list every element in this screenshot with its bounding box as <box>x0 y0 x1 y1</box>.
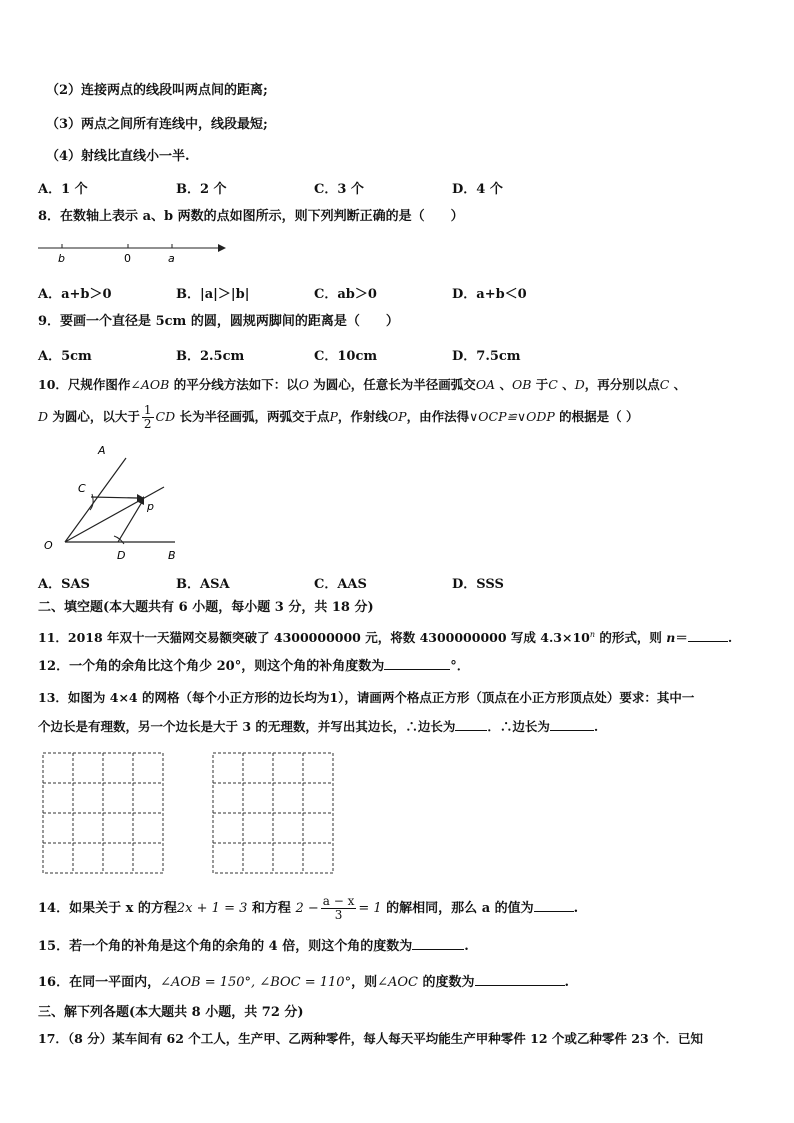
q13-grid-left <box>42 752 166 876</box>
q8-stem: 8．在数轴上表示 a、b 两数的点如图所示，则下列判断正确的是（ ） <box>38 209 464 224</box>
q14-answer-blank <box>534 898 574 912</box>
q12: 12．一个角的余角比这个角少 20°，则这个角的补角度数为 °． <box>38 656 470 676</box>
q13-answer-blank-1 <box>455 717 487 731</box>
axis-label-0: 0 <box>124 252 131 265</box>
q9-stem: 9．要画一个直径是 5cm 的圆，圆规两脚间的距离是（ ） <box>38 314 399 329</box>
q15-answer-blank <box>412 936 464 950</box>
q9-option-a: A．5cm <box>38 349 92 364</box>
q13-line-2: 个边长是有理数，另一个边长是大于 3 的无理数，并写出其边长，∴边长为 ．∴边长为 . <box>38 719 599 734</box>
q9-option-b: B．2.5cm <box>176 349 245 364</box>
q17: 17．（8 分）某车间有 62 个工人，生产甲、乙两种零件，每人每天平均能生产甲种零件 12 个或乙种零件 23 个．已知 <box>38 1031 703 1046</box>
q8-number-line <box>36 238 226 268</box>
q9-option-c: C．10cm <box>314 349 378 364</box>
q11-answer-blank <box>688 628 728 642</box>
q15: 15．若一个角的补角是这个角的余角的 4 倍，则这个角的度数为 . <box>38 936 469 956</box>
fraction-a-minus-x-over-3: $\frac{a - x}{3}$ <box>322 894 355 922</box>
q10-option-d: D．SSS <box>452 577 504 592</box>
q7-statement-2: （2）连接两点的线段叫两点间的距离; <box>46 83 268 98</box>
label-A: A <box>98 444 106 457</box>
q13-grid-right <box>212 752 336 876</box>
q9-option-d: D．7.5cm <box>452 349 521 364</box>
q7-option-d: D．4 个 <box>452 182 503 197</box>
label-B: B <box>168 549 176 562</box>
q11: 11．2018 年双十一天猫网交易额突破了 4300000000 元，将数 4300000000 写成 $4.3\times 10^n$ 的形式，则 n＝ . <box>38 630 733 646</box>
q10-option-b: B．ASA <box>176 577 230 592</box>
label-D: D <box>117 549 126 562</box>
q8-option-c: C．ab＞0 <box>314 287 377 302</box>
section-3-heading: 三、解下列各题(本大题共 8 小题，共 72 分) <box>38 1005 304 1020</box>
label-P: p <box>147 500 154 513</box>
q10-option-a: A．SAS <box>38 577 90 592</box>
q14: 14．如果关于 x 的方程2x + 1 = 3 和方程 2 − $\frac{a - x}{3}$ = 1 的解相同，那么 a 的值为 . <box>38 894 579 922</box>
section-2-heading: 二、填空题(本大题共有 6 小题，每小题 3 分，共 18 分) <box>38 600 374 615</box>
q10-option-c: C．AAS <box>314 577 367 592</box>
axis-label-a: a <box>168 252 175 265</box>
q8-option-d: D．a+b＜0 <box>452 287 527 302</box>
q7-statement-4: （4）射线比直线小一半. <box>46 149 190 164</box>
q7-option-b: B．2 个 <box>176 182 227 197</box>
label-O: O <box>44 539 53 552</box>
q12-answer-blank <box>384 656 450 670</box>
q8-option-b: B．|a|＞|b| <box>176 287 250 302</box>
q16-answer-blank <box>475 972 565 986</box>
q8-option-a: A．a+b＞0 <box>38 287 112 302</box>
fraction-one-half: $\frac{1}{2}$ <box>143 403 152 431</box>
q13-line-1: 13．如图为 4×4 的网格（每个小正方形的边长均为1），请画两个格点正方形（顶点在小正方形顶点处）要求：其中一 <box>38 690 695 705</box>
q10-line-2: D 为圆心，以大于 $\frac{1}{2}$ CD 长为半径画弧，两弧交于点P，作射线OP，由作法得∨OCP≌∨ODP 的根据是（ ） <box>38 403 639 431</box>
q7-option-c: C．3 个 <box>314 182 364 197</box>
q10-angle-bisector-figure <box>40 440 200 565</box>
axis-label-b: b <box>58 252 65 265</box>
q16: 16．在同一平面内，∠AOB = 150°, ∠BOC = 110°，则∠AOC 的度数为 . <box>38 972 569 992</box>
q13-answer-blank-2 <box>550 717 594 731</box>
q7-option-a: A．1 个 <box>38 182 88 197</box>
label-C: C <box>78 482 86 495</box>
q7-statement-3: （3）两点之间所有连线中，线段最短; <box>46 117 268 132</box>
q10-line-1: 10．尺规作图作∠AOB 的平分线方法如下：以O 为圆心，任意长为半径画弧交OA 、OB 于C 、D，再分别以点C 、 <box>38 377 687 392</box>
